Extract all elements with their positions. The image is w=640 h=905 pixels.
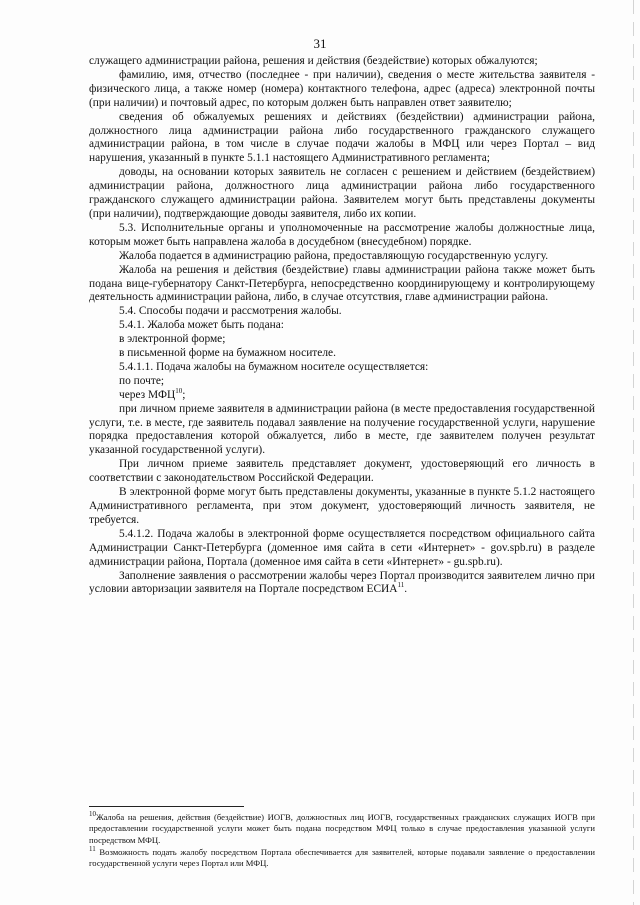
scan-edge [633,0,634,905]
paragraph-text: через МФЦ [119,388,176,401]
paragraph-text: Заполнение заявления о рассмотрении жалобы через Портал производится заявителем лично при условии авторизации заявителя на Портале посредством ЕСИА [89,569,595,596]
paragraph [89,570,595,598]
paragraph [89,111,595,167]
paragraph-text: 5.4. Способы подачи и рассмотрения жалобы. [119,305,342,318]
footnote-mark: 11 [89,845,96,854]
paragraph [89,264,595,306]
paragraph-text: В электронной форме могут быть представлены документы, указанные в пункте 5.1.2 настоящего Административного регламента, при этом документ, удостоверяющий личность заявителя, не требуется. [89,486,595,526]
footnote-mark: 10 [89,810,96,819]
paragraph-text: в письменной форме на бумажном носителе. [119,347,336,360]
paragraph [89,250,595,264]
paragraph [89,55,595,69]
paragraph-text: 5.4.1.1. Подача жалобы на бумажном носителе осуществляется: [119,360,429,373]
footnote-separator [89,806,244,807]
footnote-reference: 11 [397,581,405,590]
paragraph [89,458,595,486]
footnote [89,847,595,870]
footnote-text: Жалоба на решения, действия (бездействие) ИОГВ, должностных лиц ИОГВ, государственных гражданских служащих ИОГВ при предоставлении государственной услуги может быть подана посредством МФЦ только в случае предоставления указанной услуги посредством МФЦ. [89,812,595,845]
document-body [89,55,595,597]
paragraph-text: в электронной форме; [119,333,226,346]
paragraph-text: 5.4.1. Жалоба может быть подана: [119,319,284,332]
paragraph [89,386,595,403]
paragraph [89,375,595,389]
paragraph [89,347,595,361]
paragraph-text: Жалоба на решения и действия (бездействие) главы администрации района также может быть подана вице-губернатору Санкт-Петербурга, непосредственно координирующему и контролирующему деятельность администрации района, либо, в случае отсутствия, главе администрации района. [89,263,595,304]
paragraph [89,403,595,459]
footnote [89,812,595,846]
paragraph [89,486,595,528]
paragraph [89,166,595,222]
footnotes [89,812,595,870]
paragraph-text: при личном приеме заявителя в администрации района (в месте предоставления государственной услуги, т.е. в месте, где заявитель подавал заявление на получение государственной услуги, нарушение порядка предоставления которой обжалуется, либо в месте, где заявителем получен результат указанной государственной услуги). [89,402,595,457]
paragraph [89,319,595,333]
paragraph-text: по почте; [119,374,165,387]
footnote-reference: 10 [175,386,183,395]
paragraph [89,69,595,111]
paragraph [89,361,595,375]
paragraph-tail: ; [182,388,186,401]
paragraph [89,222,595,250]
paragraph-text: сведения об обжалуемых решениях и действиях (бездействии) администрации района, должностного лица администрации района либо государственного гражданского служащего администрации района, в том числе в случае подачи жалобы в МФЦ или через Портал – вид нарушения, указанный в пункте 5.1.1 настоящего Административного регламента; [89,110,595,165]
page-number: 31 [313,36,327,51]
paragraph-text: При личном приеме заявитель представляет документ, удостоверяющий его личность в соответствии с законодательством Российской Федерации. [89,458,595,485]
paragraph-text: Жалоба подается в администрацию района, предоставляющую государственную услугу. [119,249,549,262]
paragraph-text: 5.4.1.2. Подача жалобы в электронной форме осуществляется посредством официального сайта Администрации Санкт-Петербурга (доменное имя сайта в сети «Интернет» - gov.spb.ru) в разделе администрации района, Портала (доменное имя сайта в сети «Интернет» - gu.spb.ru). [89,527,595,568]
paragraph-text: доводы, на основании которых заявитель не согласен с решением и действием (бездействием) администрации района, должностного лица администрации района либо государственного гражданского служащего администрации района. Заявителем могут быть представлены документы (при наличии), подтверждающие доводы заявителя, либо их копии. [89,166,595,220]
paragraph-text: фамилию, имя, отчество (последнее - при наличии), сведения о месте жительства заявителя - физического лица, а также номер (номера) контактного телефона, адрес (адреса) электронной почты (при наличии) и почтовый адрес, по которым должен быть направлен ответ заявителю; [89,68,595,109]
paragraph [89,528,595,570]
paragraph [89,305,595,319]
paragraph [89,333,595,347]
paragraph-text: служащего администрации района, решения и действия (бездействие) которых обжалуются; [89,55,538,67]
paragraph-text: 5.3. Исполнительные органы и уполномоченные на рассмотрение жалобы должностные лица, которым может быть направлена жалоба в досудебном (внесудебном) порядке. [89,221,595,248]
footnote-text: Возможность подать жалобу посредством Портала обеспечивается для заявителей, которые подавали заявление о предоставлении государственной услуги через Портал или МФЦ. [89,846,595,869]
paragraph-tail: . [404,583,408,596]
